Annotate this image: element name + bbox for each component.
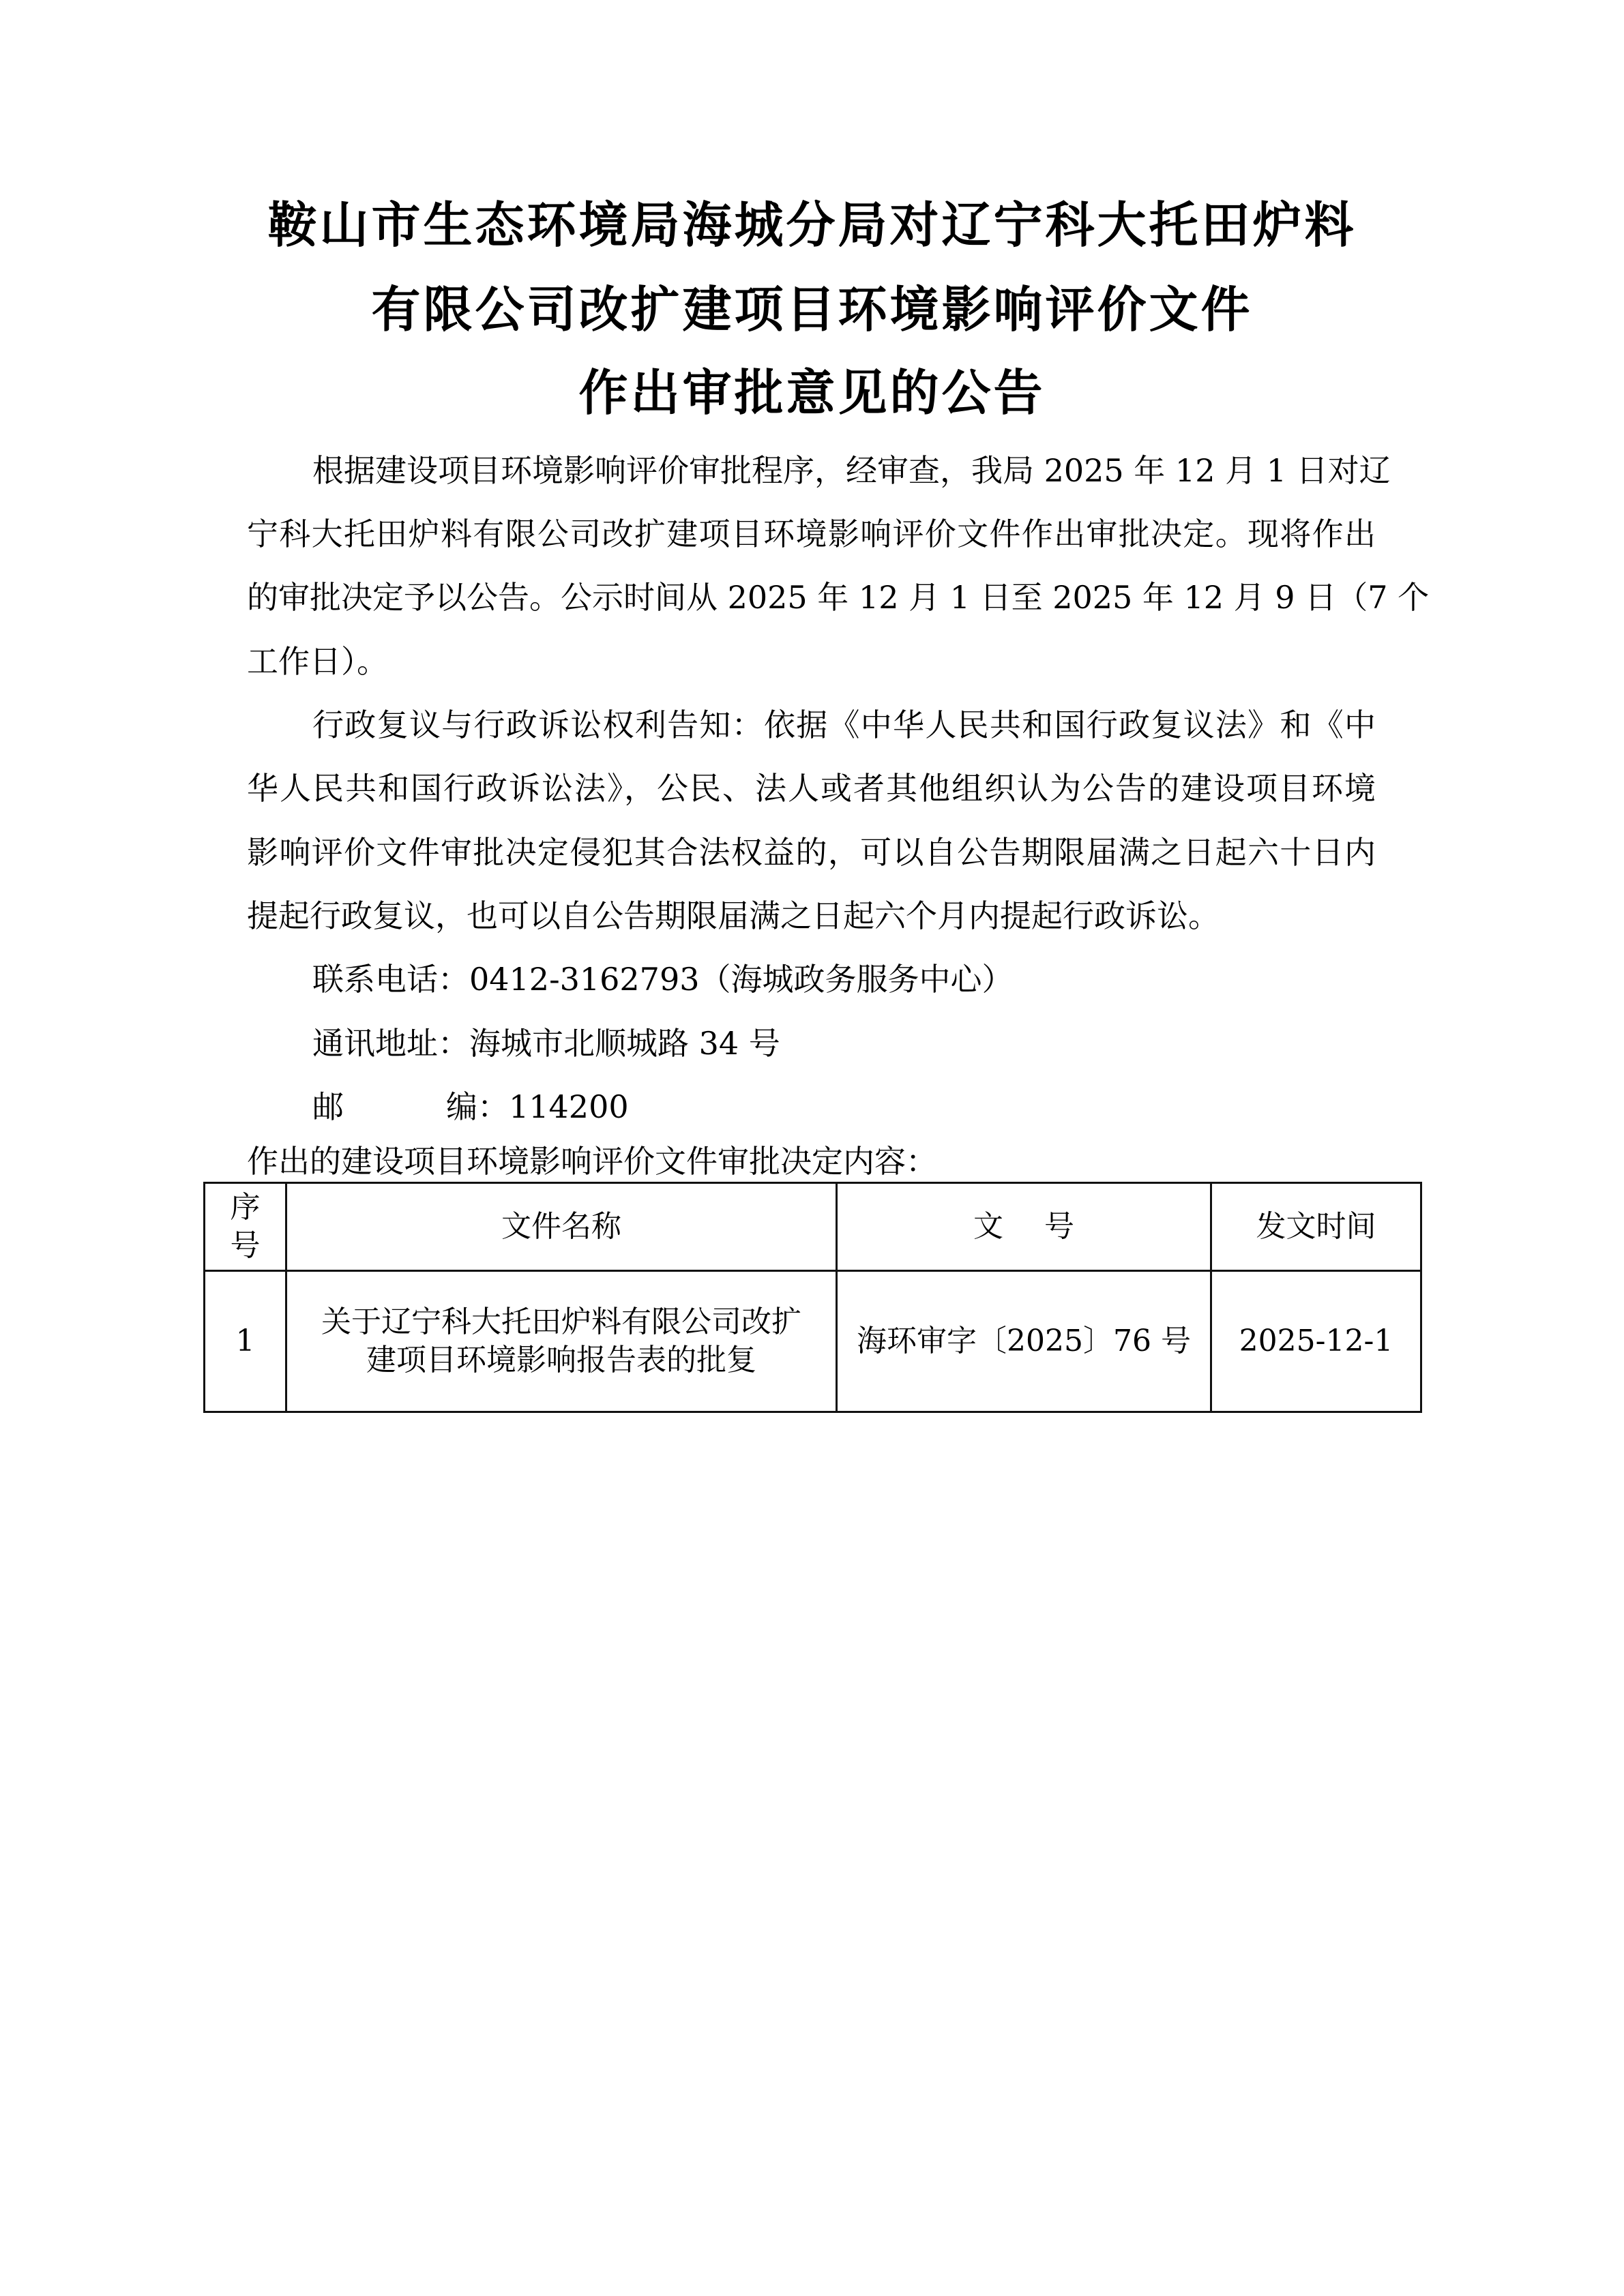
- cell-seq: 1: [205, 1271, 286, 1412]
- paragraph-line: 行政复议与行政诉讼权利告知：依据《中华人民共和国行政复议法》和《中: [312, 706, 1376, 743]
- title-line-3: 作出审批意见的公告: [578, 364, 1046, 421]
- paragraph-line: 华人民共和国行政诉讼法》，公民、法人或者其他组织认为公告的建设项目环境: [247, 770, 1376, 807]
- phone-value: 0412-3162793（海城政务服务中心）: [469, 961, 1014, 998]
- header-file-name: 文件名称: [286, 1183, 837, 1271]
- paragraph-line: 的审批决定予以公告。公示时间从 2025 年 12 月 1 日至 2025 年 12 月 9 日（7 个: [247, 579, 1430, 616]
- approval-decision-table: [203, 1182, 1422, 1413]
- contact-postal-code: [312, 1088, 629, 1126]
- paragraph-line: 根据建设项目环境影响评价审批程序，经审查，我局 2025 年 12 月 1 日对辽: [312, 452, 1391, 489]
- header-issue-date: 发文时间: [1211, 1183, 1421, 1271]
- title-line-1: 鞍山市生态环境局海城分局对辽宁科大托田炉料: [267, 196, 1357, 254]
- cell-doc-number: 海环审字〔2025〕76 号: [837, 1271, 1211, 1412]
- phone-label: 联系电话：: [312, 961, 469, 998]
- contact-phone: [312, 960, 1013, 998]
- address-value: 海城市北顺城路 34 号: [469, 1025, 780, 1062]
- header-seq: 序 号: [205, 1183, 286, 1271]
- postal-label-part2: 编：: [446, 1088, 509, 1125]
- postal-label-part1: 邮: [312, 1088, 344, 1125]
- title-line-2: 有限公司改扩建项目环境影响评价文件: [371, 281, 1253, 338]
- header-doc-number: 文号: [837, 1183, 1211, 1271]
- table-header-row: [205, 1183, 1421, 1271]
- table-intro: 作出的建设项目环境影响评价文件审批决定内容：: [247, 1143, 937, 1180]
- cell-file-name: 关于辽宁科大托田炉料有限公司改扩 建项目环境影响报告表的批复: [286, 1271, 837, 1412]
- contact-address: [312, 1024, 780, 1062]
- cell-issue-date: 2025-12-1: [1211, 1271, 1421, 1412]
- postal-value: 114200: [509, 1088, 629, 1125]
- paragraph-line: 影响评价文件审批决定侵犯其合法权益的，可以自公告期限届满之日起六十日内: [247, 834, 1376, 871]
- table-row: [205, 1271, 1421, 1412]
- address-label: 通讯地址：: [312, 1025, 469, 1062]
- paragraph-line: 工作日）。: [247, 643, 388, 680]
- paragraph-line: 提起行政复议，也可以自公告期限届满之日起六个月内提起行政诉讼。: [247, 897, 1220, 934]
- paragraph-line: 宁科大托田炉料有限公司改扩建项目环境影响评价文件作出审批决定。现将作出: [247, 516, 1376, 552]
